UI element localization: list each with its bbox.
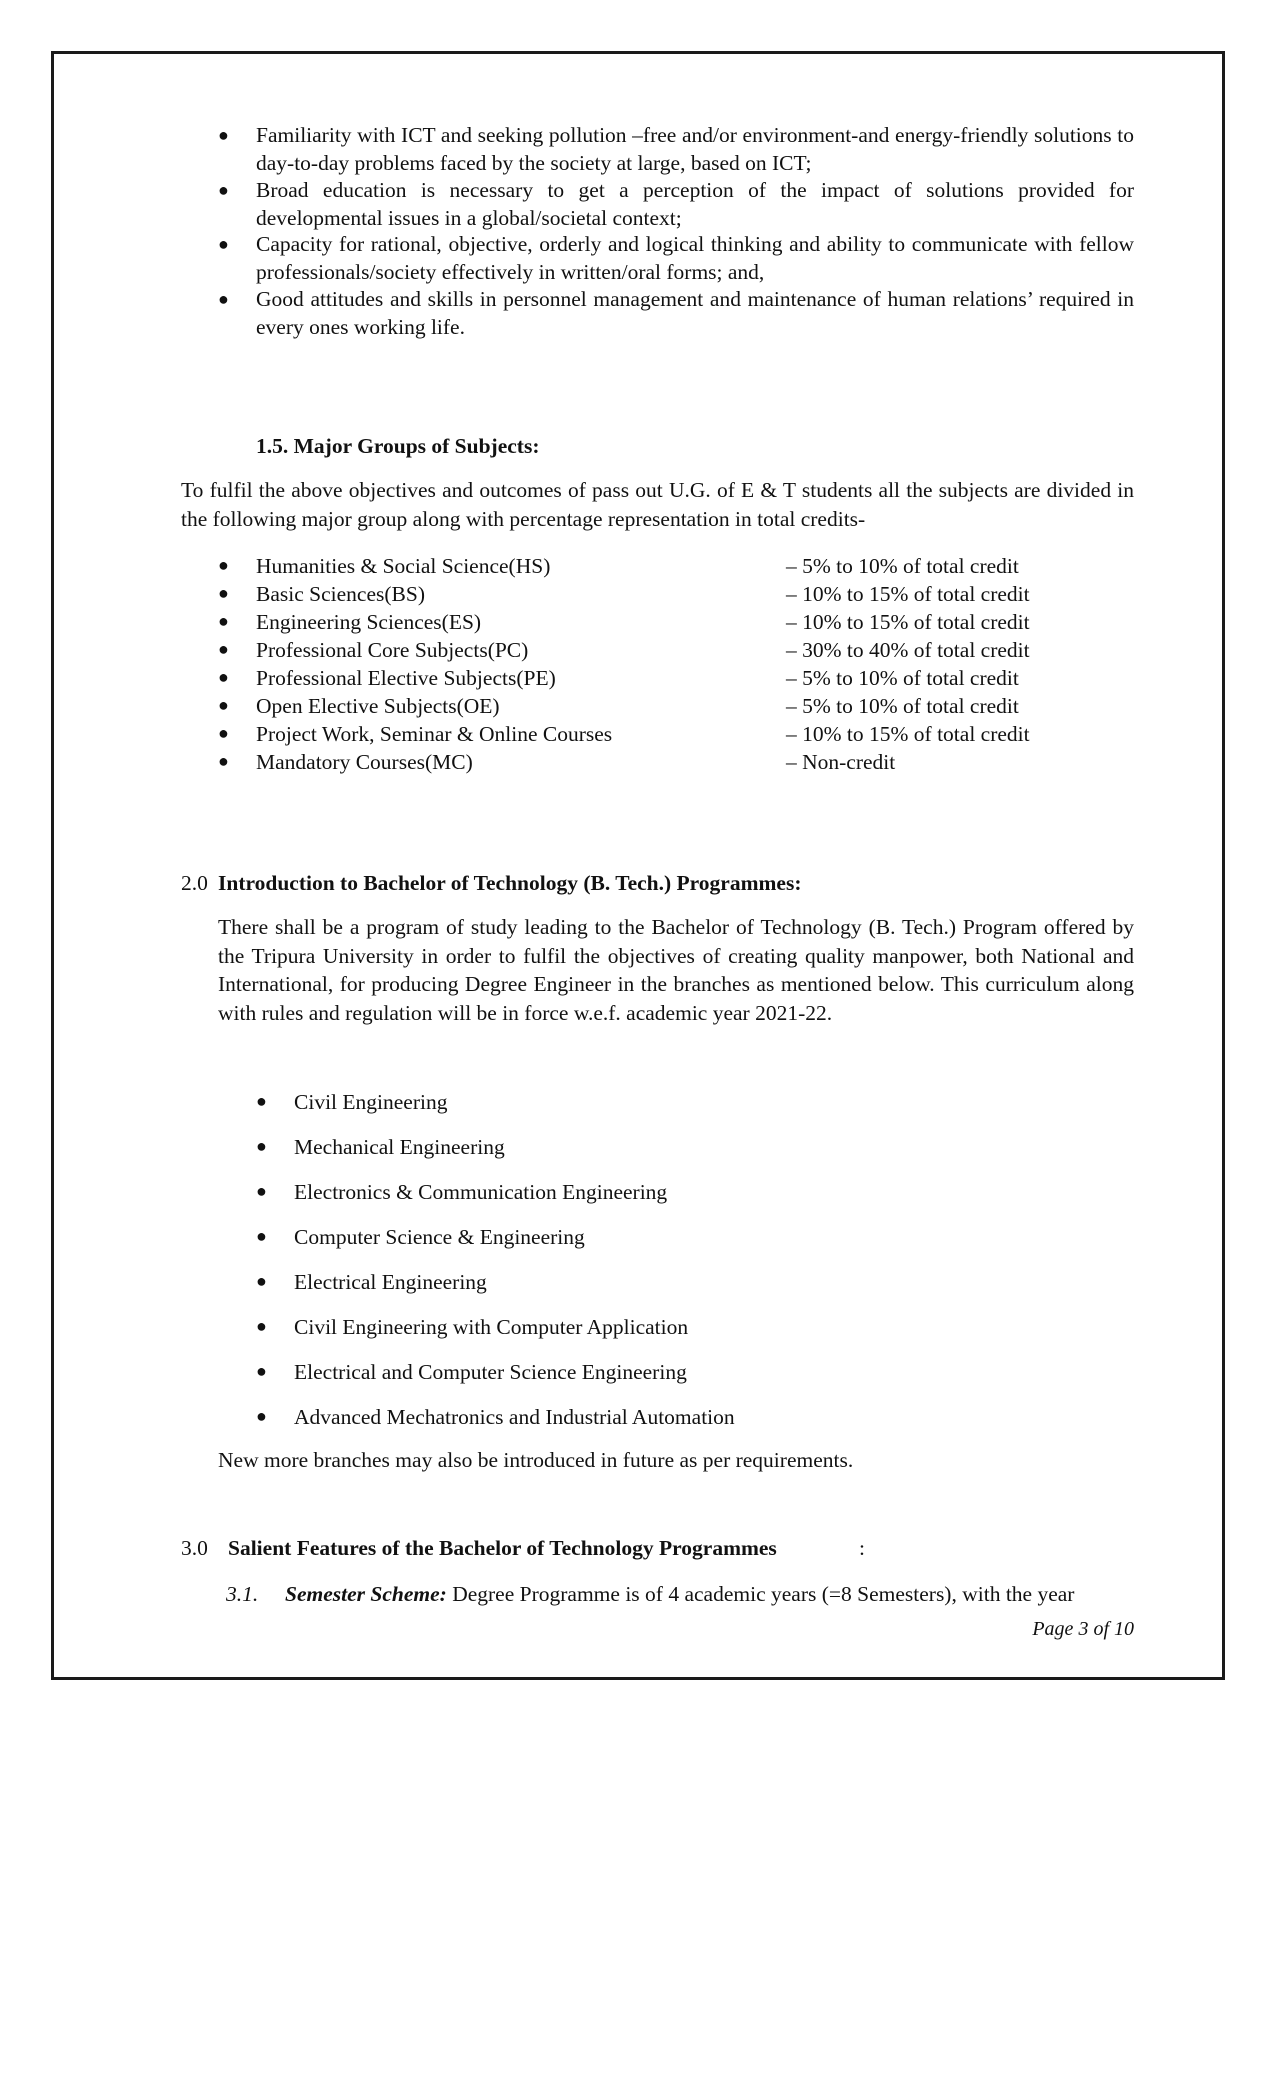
group-share: – 10% to 15% of total credit [786,582,1030,606]
group-name: Professional Core Subjects(PC) [256,638,529,662]
bullet-dot: ● [256,1316,267,1336]
group-share: – 10% to 15% of total credit [786,610,1030,634]
section-2-0-heading: Introduction to Bachelor of Technology (B. Tech.) Programmes: [218,871,802,895]
group-name: Humanities & Social Science(HS) [256,554,551,578]
bullet-dot: ● [256,1406,267,1426]
bullet-dot: ● [256,1091,267,1111]
subsection-3-1-number: 3.1. [226,1582,259,1606]
objective-item-4: Good attitudes and skills in personnel management and maintenance of human relations’ required in every ones working life. [256,287,1134,339]
section-1-5-heading: 1.5. Major Groups of Subjects: [256,434,540,458]
section-2-0-number: 2.0 [181,871,208,895]
group-share: – 30% to 40% of total credit [786,638,1030,662]
group-name: Mandatory Courses(MC) [256,750,473,774]
bullet-dot: ● [218,555,229,575]
group-share: – 10% to 15% of total credit [786,722,1030,746]
bullet-dot: ● [218,180,229,200]
objective-item-1: Familiarity with ICT and seeking pollution –free and/or environment-and energy-friendly solutions to day-to-day problems faced by the society at large, based on ICT; [256,123,1134,175]
bullet-dot: ● [218,695,229,715]
bullet-dot: ● [256,1271,267,1291]
branch-name: Civil Engineering with Computer Application [294,1315,689,1339]
group-name: Engineering Sciences(ES) [256,610,482,634]
branch-name: Computer Science & Engineering [294,1225,585,1249]
subsection-3-1-line [285,1580,1134,1609]
subsection-3-1-text: Degree Programme is of 4 academic years (=8 Semesters), with the year [452,1582,1075,1606]
list-item [218,664,1134,692]
branch-name: Electronics & Communication Engineering [294,1180,668,1204]
group-name: Open Elective Subjects(OE) [256,694,500,718]
bullet-dot: ● [218,639,229,659]
list-item [218,636,1134,664]
bullet-dot: ● [218,234,229,254]
branch-name: Civil Engineering [294,1090,448,1114]
bullet-dot: ● [218,611,229,631]
bullet-dot: ● [256,1136,267,1156]
bullet-dot: ● [256,1181,267,1201]
group-share: – 5% to 10% of total credit [786,694,1019,718]
list-item [218,692,1134,720]
list-item [218,608,1134,636]
list-item [218,580,1134,608]
objective-item-2: Broad education is necessary to get a perception of the impact of solutions provided for developmental issues in a global/societal context; [256,178,1134,230]
group-share: – 5% to 10% of total credit [786,554,1019,578]
bullet-dot: ● [256,1361,267,1381]
list-item [218,552,1134,580]
branch-name: Mechanical Engineering [294,1135,505,1159]
group-name: Project Work, Seminar & Online Courses [256,722,613,746]
section-2-0-paragraph: There shall be a program of study leading to the Bachelor of Technology (B. Tech.) Program offered by the Tripura University in order to fulfil the objectives of creating quality manpower, both National and International, for producing Degree Engineer in the branches as mentioned below. This curriculum along with rules and regulation will be in force w.e.f. academic year 2021-22. [218,915,1134,1025]
list-item [218,748,1134,776]
bullet-dot: ● [218,125,229,145]
section-3-0-colon: : [859,1536,865,1560]
group-share: – Non-credit [786,750,896,774]
section-3-0-heading: Salient Features of the Bachelor of Technology Programmes [228,1536,777,1560]
objective-item-3: Capacity for rational, objective, orderly and logical thinking and ability to communicate with fellow professionals/society effectively in written/oral forms; and, [256,232,1134,284]
section-3-0-number: 3.0 [181,1536,208,1560]
branch-name: Advanced Mechatronics and Industrial Automation [294,1405,735,1429]
page-number: Page 3 of 10 [1032,1618,1134,1640]
subsection-3-1-title: Semester Scheme: [285,1582,447,1606]
list-item [218,720,1134,748]
section-1-5-intro: To fulfil the above objectives and outcomes of pass out U.G. of E & T students all the subjects are divided in the following major group along with percentage representation in total credits- [181,478,1134,531]
group-name: Professional Elective Subjects(PE) [256,666,556,690]
group-share: – 5% to 10% of total credit [786,666,1019,690]
bullet-dot: ● [218,289,229,309]
group-name: Basic Sciences(BS) [256,582,425,606]
branch-name: Electrical and Computer Science Engineering [294,1360,687,1384]
bullet-dot: ● [218,751,229,771]
bullet-dot: ● [218,667,229,687]
bullet-dot: ● [256,1226,267,1246]
branch-name: Electrical Engineering [294,1270,487,1294]
section-2-0-closing: New more branches may also be introduced in future as per requirements. [218,1448,854,1472]
bullet-dot: ● [218,583,229,603]
bullet-dot: ● [218,723,229,743]
